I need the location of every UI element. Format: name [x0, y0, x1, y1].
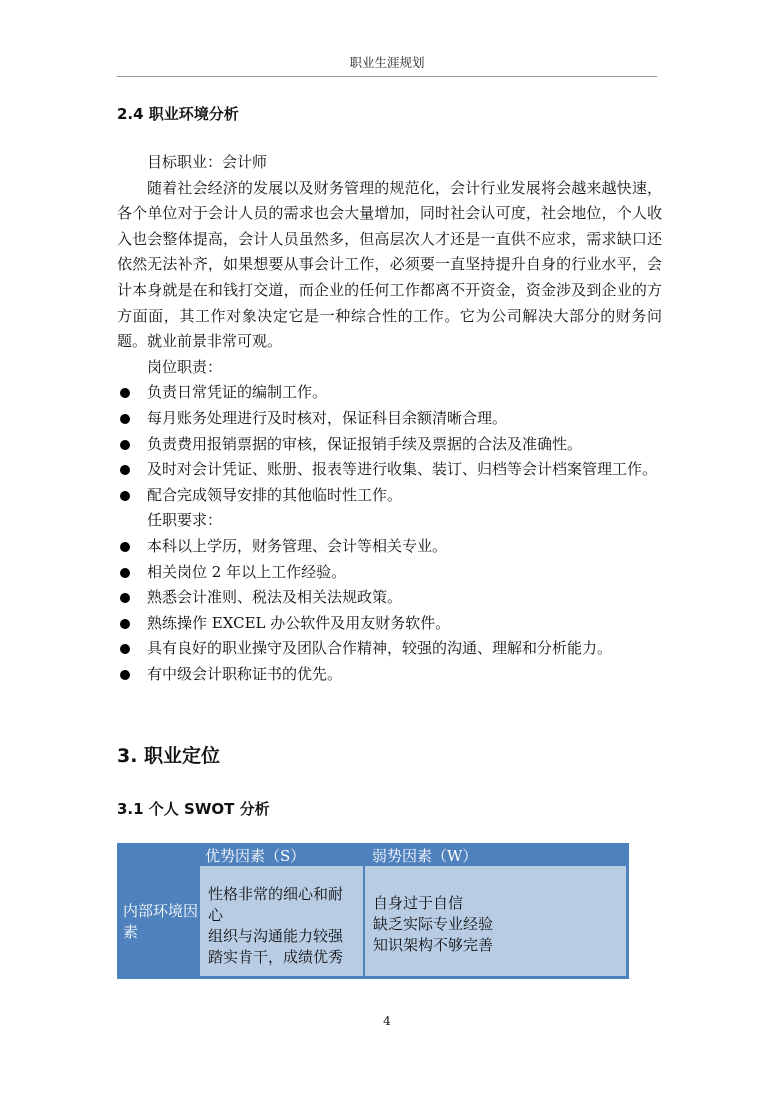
swot-table — [117, 843, 629, 979]
target-job: 目标职业：会计师 — [147, 153, 268, 171]
intro-paragraph: 随着社会经济的发展以及财务管理的规范化，会计行业发展将会越来越快速，各个单位对于会计人员的需求也会大量增加，同时社会认可度，社会地位，个人收入也会整体提高，会计人员虽然多，但高层次人才还是一直供不应求，需求缺口还依然无法补齐，如果想要从事会计工作，必须要一直坚持提升自身的行业水平，会计本身就是在和钱打交道，而企业的任何工作都离不开资金，资金涉及到企业的方方面面，其工作对象决定它是一种综合性的工作。它为公司解决大部分的财务问题。就业前景非常可观。 — [117, 178, 662, 351]
list-item: 组织与沟通能力较强 — [208, 927, 344, 945]
page-number: 4 — [383, 1014, 391, 1028]
list-item: 熟练操作 EXCEL 办公软件及用友财务软件。 — [117, 611, 662, 637]
bullet-icon — [120, 593, 130, 603]
list-item: 本科以上学历，财务管理、会计等相关专业。 — [117, 534, 662, 560]
swot-weaknesses-cell — [364, 865, 627, 977]
bullet-icon — [120, 388, 130, 398]
list-item: 知识架构不够完善 — [373, 936, 494, 954]
list-item: 有中级会计职称证书的优先。 — [117, 662, 662, 688]
list-item: 性格非常的细心和耐心 — [208, 885, 344, 924]
list-item: 自身过于自信 — [373, 894, 464, 912]
header-rule — [117, 76, 657, 77]
requirements-list — [117, 534, 662, 688]
bullet-icon — [120, 619, 130, 629]
bullet-icon — [120, 670, 130, 680]
section-3-heading: 3. 职业定位 — [117, 745, 221, 767]
list-item: 每月账务处理进行及时核对，保证科目余额清晰合理。 — [117, 406, 662, 432]
swot-row-label: 内部环境因素 — [123, 902, 199, 941]
bullet-icon — [120, 491, 130, 501]
list-item: 负责日常凭证的编制工作。 — [117, 380, 662, 406]
bullet-icon — [120, 568, 130, 578]
bullet-icon — [120, 644, 130, 654]
list-item: 及时对会计凭证、账册、报表等进行收集、装订、归档等会计档案管理工作。 — [117, 457, 662, 483]
bullet-icon — [120, 542, 130, 552]
duties-list — [117, 380, 662, 508]
page-header: 职业生涯规划 — [349, 55, 425, 70]
duties-label: 岗位职责： — [147, 357, 223, 376]
swot-header-strengths: 优势因素（S） — [205, 847, 306, 865]
bullet-icon — [120, 440, 130, 450]
swot-strengths-cell — [199, 865, 364, 977]
section-2-4-heading: 2.4 职业环境分析 — [117, 105, 239, 123]
swot-header-weaknesses: 弱势因素（W） — [372, 847, 478, 865]
bullet-icon — [120, 465, 130, 475]
section-3-1-heading: 3.1 个人 SWOT 分析 — [117, 800, 270, 818]
list-item: 踏实肯干，成绩优秀 — [208, 948, 344, 966]
list-item: 相关岗位 2 年以上工作经验。 — [117, 560, 662, 586]
list-item: 负责费用报销票据的审核，保证报销手续及票据的合法及准确性。 — [117, 432, 662, 458]
requirements-label: 任职要求： — [147, 511, 223, 530]
list-item: 熟悉会计准则、税法及相关法规政策。 — [117, 585, 662, 611]
bullet-icon — [120, 414, 130, 424]
list-item: 配合完成领导安排的其他临时性工作。 — [117, 483, 662, 509]
section-2-4-body — [117, 150, 662, 687]
list-item: 缺乏实际专业经验 — [373, 915, 494, 933]
list-item: 具有良好的职业操守及团队合作精神，较强的沟通、理解和分析能力。 — [117, 636, 662, 662]
